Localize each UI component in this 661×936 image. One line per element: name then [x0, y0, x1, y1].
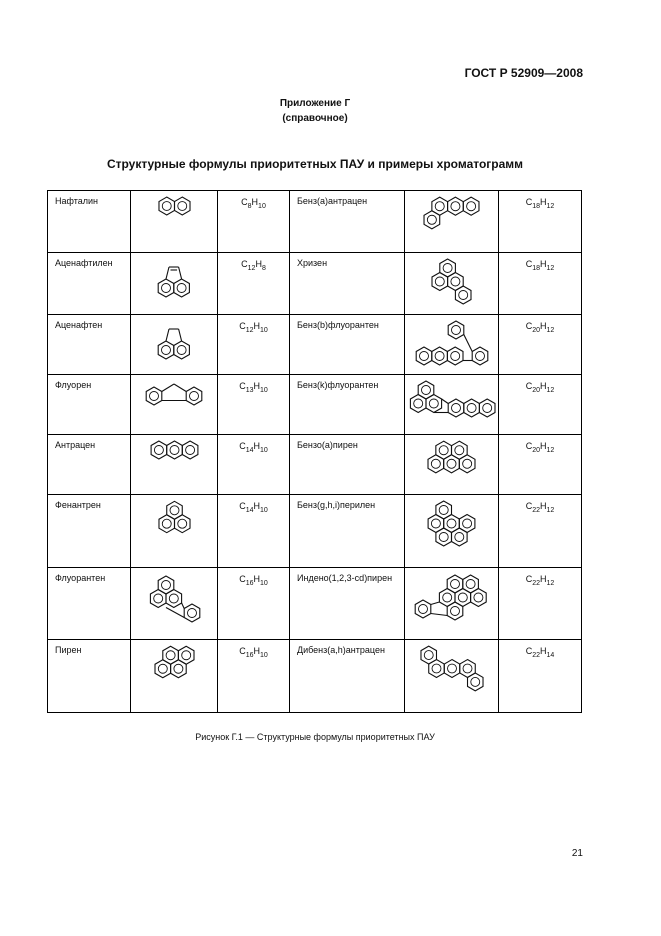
- table-row: [48, 375, 582, 435]
- structure-cell: [131, 191, 218, 253]
- compound-name: Аценафтен: [48, 315, 131, 375]
- compound-name: Пирен: [48, 640, 131, 713]
- appendix-title: Приложение Г: [279, 98, 351, 109]
- phenanthrene-structure-icon: [156, 498, 193, 536]
- formula-element: C: [525, 441, 533, 451]
- formula-element: H: [540, 646, 547, 656]
- formula-count: 22: [532, 579, 540, 587]
- compound-name: Бенз(a)антрацен: [290, 191, 405, 253]
- table-row: [48, 315, 582, 375]
- formula-count: 10: [260, 326, 268, 334]
- formula-count: 12: [546, 326, 555, 334]
- molecular-formula: [218, 375, 290, 435]
- acenaphthene-structure-icon: [149, 318, 199, 362]
- structure-cell: [405, 315, 499, 375]
- pyrene-structure-icon: [152, 643, 197, 681]
- compound-name: Индено(1,2,3-cd)пирен: [290, 568, 405, 640]
- molecular-formula: [499, 435, 582, 495]
- structure-cell: [405, 568, 499, 640]
- formula-element: C: [525, 381, 533, 391]
- formula-element: H: [253, 381, 260, 391]
- formula-element: C: [239, 321, 246, 331]
- anthracene-structure-icon: [148, 438, 201, 462]
- formula-element: C: [525, 646, 533, 656]
- formula-element: H: [540, 321, 547, 331]
- compound-name: Аценафтилен: [48, 253, 131, 315]
- compound-name: Хризен: [290, 253, 405, 315]
- formula-element: H: [251, 197, 259, 207]
- page-number: 21: [571, 848, 583, 859]
- dibenz-ah-anthracene-structure-icon: [418, 643, 486, 694]
- formula-element: H: [255, 259, 262, 269]
- formula-count: 10: [260, 386, 268, 394]
- formula-count: 12: [546, 202, 555, 210]
- chrysene-structure-icon: [429, 256, 474, 307]
- table-row: [48, 640, 582, 713]
- compound-name: Фенантрен: [48, 495, 131, 568]
- acenaphthylene-structure-icon: [149, 256, 199, 300]
- compound-name: Флуорантен: [48, 568, 131, 640]
- formula-element: H: [540, 574, 547, 584]
- formula-element: C: [525, 197, 533, 207]
- formula-element: H: [540, 501, 547, 511]
- molecular-formula: [499, 568, 582, 640]
- compound-name: Флуорен: [48, 375, 131, 435]
- formula-element: H: [253, 646, 260, 656]
- benzo-ghi-perylene-structure-icon: [425, 498, 478, 549]
- compound-name: Дибенз(a,h)антрацен: [290, 640, 405, 713]
- formula-element: C: [239, 381, 246, 391]
- formula-count: 8: [247, 202, 252, 210]
- section-title: Структурные формулы приоритетных ПАУ и примеры хроматограмм: [106, 157, 524, 171]
- molecular-formula: [499, 495, 582, 568]
- formula-element: H: [540, 441, 547, 451]
- naphthalene-structure-icon: [156, 194, 193, 218]
- structure-cell: [405, 253, 499, 315]
- formula-count: 18: [532, 202, 540, 210]
- molecular-formula: [499, 315, 582, 375]
- formula-count: 10: [260, 579, 268, 587]
- formula-count: 12: [247, 264, 256, 272]
- formula-count: 10: [260, 446, 268, 454]
- fluoranthene-structure-icon: [144, 571, 204, 629]
- molecular-formula: [218, 315, 290, 375]
- formula-element: C: [241, 259, 248, 269]
- structure-cell: [405, 640, 499, 713]
- formula-element: H: [253, 441, 260, 451]
- formula-count: 12: [546, 264, 555, 272]
- table-row: [48, 495, 582, 568]
- table-row: [48, 191, 582, 253]
- formula-element: H: [540, 259, 547, 269]
- compound-name: Нафталин: [48, 191, 131, 253]
- formula-element: C: [239, 501, 246, 511]
- formula-count: 14: [245, 506, 254, 514]
- molecular-formula: [218, 568, 290, 640]
- formula-count: 12: [546, 386, 555, 394]
- formula-element: C: [241, 197, 248, 207]
- benz-a-anthracene-structure-icon: [421, 194, 482, 232]
- formula-element: H: [253, 574, 260, 584]
- formula-count: 20: [532, 446, 540, 454]
- formula-count: 10: [260, 506, 268, 514]
- pah-structures-table: [47, 190, 582, 713]
- table-row: [48, 568, 582, 640]
- formula-count: 8: [261, 264, 266, 272]
- structure-cell: [131, 640, 218, 713]
- appendix-note: (справочное): [282, 113, 348, 124]
- benzo-k-fluoranthene-structure-icon: [408, 378, 496, 424]
- compound-name: Бензо(a)пирен: [290, 435, 405, 495]
- formula-element: C: [525, 259, 533, 269]
- structure-cell: [405, 435, 499, 495]
- structure-cell: [405, 375, 499, 435]
- formula-count: 12: [546, 579, 555, 587]
- benzo-b-fluoranthene-structure-icon: [410, 318, 494, 368]
- formula-count: 20: [532, 386, 540, 394]
- compound-name: Бенз(b)флуорантен: [290, 315, 405, 375]
- molecular-formula: [218, 191, 290, 253]
- structure-cell: [131, 435, 218, 495]
- molecular-formula: [499, 191, 582, 253]
- formula-count: 10: [258, 202, 266, 210]
- molecular-formula: [218, 495, 290, 568]
- table-row: [48, 253, 582, 315]
- figure-caption: Рисунок Г.1 — Структурные формулы приоритетных ПАУ: [195, 732, 435, 742]
- structure-cell: [405, 191, 499, 253]
- formula-count: 14: [245, 446, 254, 454]
- formula-count: 16: [245, 579, 254, 587]
- formula-element: H: [540, 381, 547, 391]
- structure-cell: [131, 315, 218, 375]
- formula-element: C: [239, 441, 246, 451]
- formula-element: H: [253, 501, 260, 511]
- structure-cell: [131, 375, 218, 435]
- formula-element: C: [525, 321, 533, 331]
- formula-element: C: [239, 574, 246, 584]
- formula-count: 22: [532, 506, 540, 514]
- formula-element: C: [525, 501, 533, 511]
- benzo-a-pyrene-structure-icon: [425, 438, 478, 476]
- compound-name: Бенз(g,h,i)перилен: [290, 495, 405, 568]
- molecular-formula: [218, 253, 290, 315]
- formula-element: C: [525, 574, 533, 584]
- table-row: [48, 435, 582, 495]
- formula-count: 20: [532, 326, 540, 334]
- structure-cell: [405, 495, 499, 568]
- indeno-pyrene-structure-icon: [411, 571, 493, 629]
- compound-name: Бенз(k)флуорантен: [290, 375, 405, 435]
- molecular-formula: [218, 435, 290, 495]
- formula-count: 18: [532, 264, 540, 272]
- structure-cell: [131, 495, 218, 568]
- formula-count: 12: [245, 326, 254, 334]
- formula-count: 13: [245, 386, 254, 394]
- molecular-formula: [499, 375, 582, 435]
- formula-element: C: [239, 646, 246, 656]
- formula-count: 10: [260, 651, 268, 659]
- molecular-formula: [499, 253, 582, 315]
- formula-count: 12: [546, 446, 555, 454]
- molecular-formula: [218, 640, 290, 713]
- formula-count: 16: [245, 651, 254, 659]
- formula-count: 14: [546, 651, 555, 659]
- formula-element: H: [540, 197, 547, 207]
- appendix-heading: [0, 96, 630, 126]
- molecular-formula: [499, 640, 582, 713]
- structure-cell: [131, 568, 218, 640]
- standard-number: ГОСТ Р 52909—2008: [464, 66, 583, 80]
- compound-name: Антрацен: [48, 435, 131, 495]
- formula-count: 12: [546, 506, 555, 514]
- formula-element: H: [253, 321, 260, 331]
- formula-count: 22: [532, 651, 540, 659]
- structure-cell: [131, 253, 218, 315]
- fluorene-structure-icon: [139, 378, 209, 408]
